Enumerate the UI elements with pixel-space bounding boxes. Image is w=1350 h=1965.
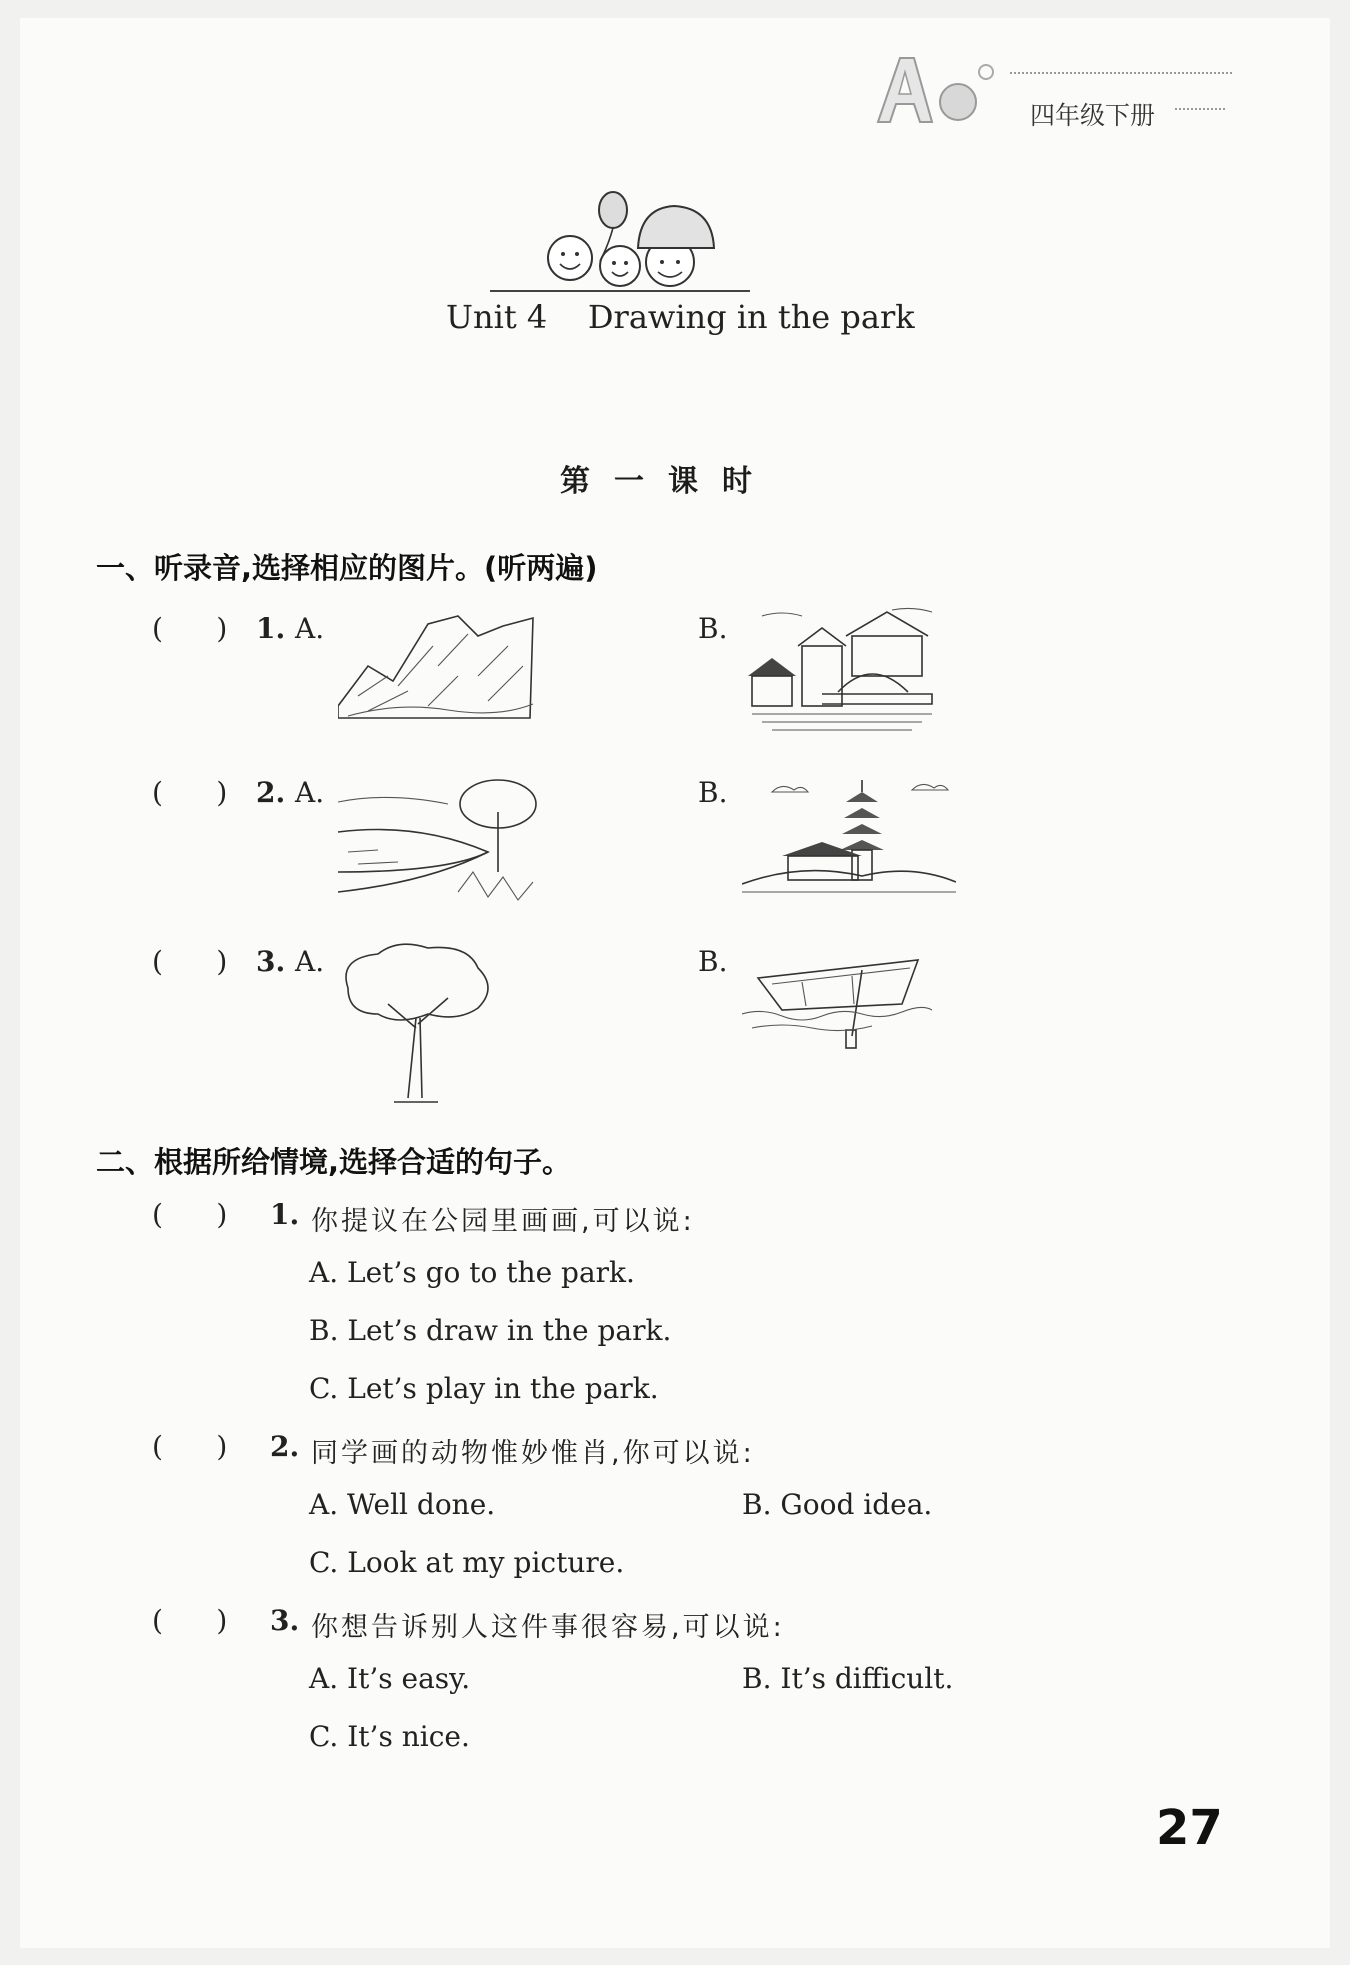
boat-picture-icon xyxy=(742,940,932,1054)
lesson-heading: 第一课时 xyxy=(560,464,776,499)
item-number: 3. xyxy=(256,945,286,978)
mountains-picture-icon xyxy=(338,606,538,726)
answer-blank[interactable]: ( ) xyxy=(152,1198,228,1231)
grade-label: 四年级下册 xyxy=(1030,101,1156,130)
tree-picture-icon xyxy=(338,938,498,1112)
option-b: B. It’s difficult. xyxy=(742,1662,954,1695)
ab-logo-icon xyxy=(868,50,1008,134)
option-b-label: B. xyxy=(698,776,728,809)
option-c: C. It’s nice. xyxy=(309,1720,470,1753)
question-number: 1. xyxy=(270,1198,300,1231)
option-b: B. Let’s draw in the park. xyxy=(309,1314,672,1347)
unit-title: Unit 4 Drawing in the park xyxy=(446,298,915,336)
option-a: A. Let’s go to the park. xyxy=(309,1256,635,1289)
question-number: 3. xyxy=(270,1604,300,1637)
river-picture-icon xyxy=(338,772,538,916)
section-one-heading: 一、听录音,选择相应的图片。(听两遍) xyxy=(96,551,598,585)
item-number: 1. xyxy=(256,612,286,645)
option-c: C. Look at my picture. xyxy=(309,1546,625,1579)
option-b-label: B. xyxy=(698,612,728,645)
item-number: 2. xyxy=(256,776,286,809)
pagoda-picture-icon xyxy=(742,772,956,906)
answer-blank[interactable]: ( ) xyxy=(152,776,228,809)
option-a-label: A. xyxy=(295,945,325,978)
option-a-label: A. xyxy=(295,612,325,645)
option-b-label: B. xyxy=(698,945,728,978)
option-b: B. Good idea. xyxy=(742,1488,933,1521)
option-c: C. Let’s play in the park. xyxy=(309,1372,659,1405)
question-prompt: 你提议在公园里画画,可以说: xyxy=(311,1206,695,1237)
answer-blank[interactable]: ( ) xyxy=(152,945,228,978)
page-number: 27 xyxy=(1156,1800,1223,1856)
header-dotted-line xyxy=(1175,108,1225,110)
option-a: A. It’s easy. xyxy=(309,1662,471,1695)
answer-blank[interactable]: ( ) xyxy=(152,612,228,645)
option-a: A. Well done. xyxy=(309,1488,496,1521)
section-two-heading: 二、根据所给情境,选择合适的句子。 xyxy=(96,1145,572,1179)
answer-blank[interactable]: ( ) xyxy=(152,1430,228,1463)
question-number: 2. xyxy=(270,1430,300,1463)
children-balloon-illustration xyxy=(490,186,750,300)
question-prompt: 同学画的动物惟妙惟肖,你可以说: xyxy=(311,1438,755,1469)
option-a-label: A. xyxy=(295,776,325,809)
header-dotted-line xyxy=(1010,72,1232,74)
answer-blank[interactable]: ( ) xyxy=(152,1604,228,1637)
village-bridge-picture-icon xyxy=(742,606,942,740)
question-prompt: 你想告诉别人这件事很容易,可以说: xyxy=(311,1612,785,1643)
